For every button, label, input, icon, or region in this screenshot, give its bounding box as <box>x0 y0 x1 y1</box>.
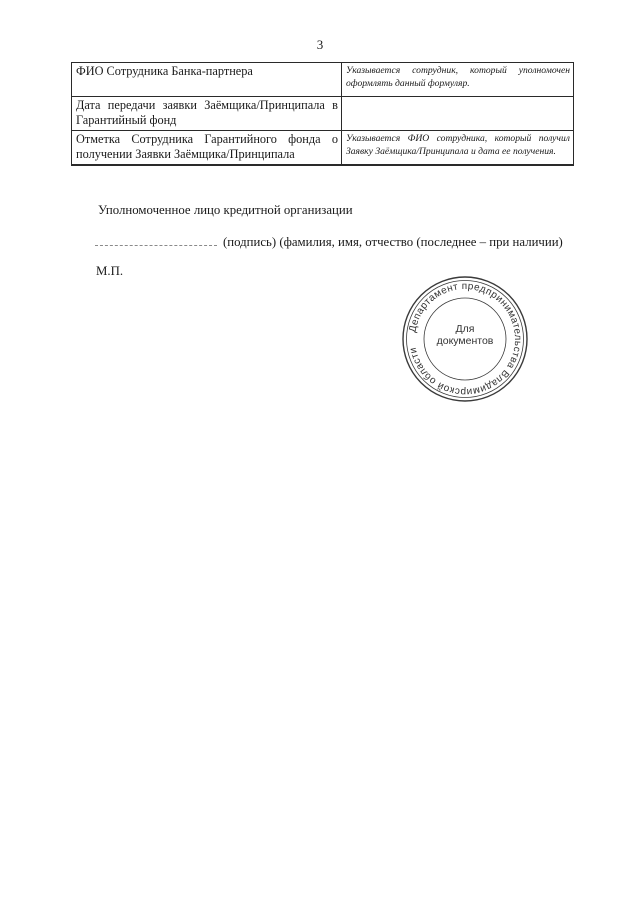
table-row <box>72 131 574 166</box>
official-stamp <box>400 274 530 404</box>
stamp-ring-text: Департамент предпринимательства Владимирской области <box>407 280 524 398</box>
field-note: Указывается ФИО сотрудника, который получил Заявку Заёмщика/Принципала и дата ее получения. <box>342 131 574 166</box>
signature-row <box>95 235 563 250</box>
seal-place-label: М.П. <box>96 264 124 278</box>
field-label: Отметка Сотрудника Гарантийного фонда о получении Заявки Заёмщика/Принципала <box>72 131 342 166</box>
page-number: 3 <box>316 37 324 52</box>
form-fields-table <box>71 62 574 166</box>
signature-caption: (подпись) (фамилия, имя, отчество (последнее – при наличии) <box>223 235 563 249</box>
authorized-person-heading: Уполномоченное лицо кредитной организации <box>98 203 353 217</box>
field-note: Указывается сотрудник, который уполномочен оформлять данный формуляр. <box>342 63 574 97</box>
signature-line <box>95 235 217 246</box>
table-row <box>72 63 574 97</box>
field-note <box>342 97 574 131</box>
table-row <box>72 97 574 131</box>
stamp-center-line1: Для <box>455 323 475 335</box>
stamp-center-line2: документов <box>436 335 494 347</box>
field-label: ФИО Сотрудника Банка-партнера <box>72 63 342 97</box>
field-label: Дата передачи заявки Заёмщика/Принципала в Гарантийный фонд <box>72 97 342 131</box>
